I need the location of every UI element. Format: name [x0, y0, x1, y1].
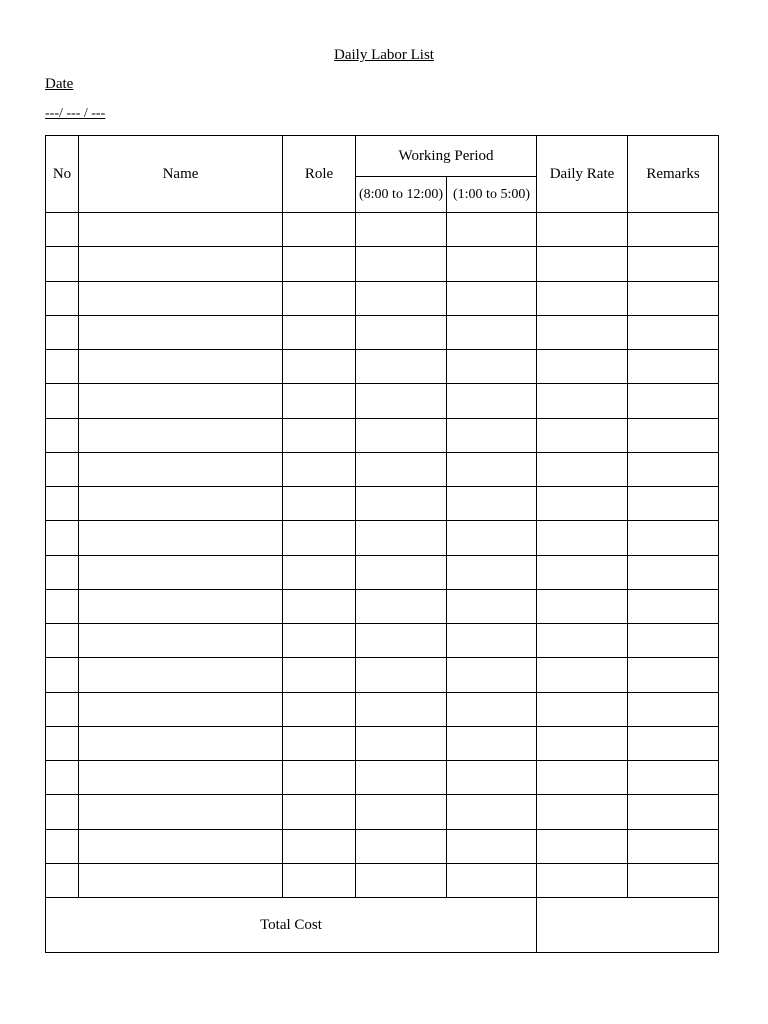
- cell-no[interactable]: [46, 624, 79, 658]
- table-row: [46, 555, 719, 589]
- cell-daily-rate[interactable]: [537, 795, 628, 829]
- cell-no[interactable]: [46, 247, 79, 281]
- cell-morning[interactable]: [356, 589, 447, 623]
- cell-role[interactable]: [283, 384, 356, 418]
- table-row: [46, 487, 719, 521]
- cell-name[interactable]: [79, 692, 283, 726]
- table-row: [46, 624, 719, 658]
- cell-remarks[interactable]: [628, 247, 719, 281]
- cell-morning[interactable]: [356, 281, 447, 315]
- cell-afternoon[interactable]: [447, 452, 537, 486]
- cell-name[interactable]: [79, 795, 283, 829]
- cell-daily-rate[interactable]: [537, 281, 628, 315]
- cell-name[interactable]: [79, 624, 283, 658]
- table-row: [46, 384, 719, 418]
- cell-remarks[interactable]: [628, 761, 719, 795]
- cell-remarks[interactable]: [628, 589, 719, 623]
- cell-role[interactable]: [283, 624, 356, 658]
- header-remarks: Remarks: [628, 136, 719, 213]
- cell-daily-rate[interactable]: [537, 384, 628, 418]
- cell-daily-rate[interactable]: [537, 863, 628, 897]
- table-row: [46, 247, 719, 281]
- cell-name[interactable]: [79, 487, 283, 521]
- cell-morning[interactable]: [356, 624, 447, 658]
- cell-role[interactable]: [283, 863, 356, 897]
- cell-daily-rate[interactable]: [537, 315, 628, 349]
- cell-afternoon[interactable]: [447, 795, 537, 829]
- table-row: [46, 315, 719, 349]
- cell-afternoon[interactable]: [447, 418, 537, 452]
- cell-daily-rate[interactable]: [537, 555, 628, 589]
- cell-remarks[interactable]: [628, 521, 719, 555]
- table-row: [46, 213, 719, 247]
- header-daily-rate: Daily Rate: [537, 136, 628, 213]
- cell-remarks[interactable]: [628, 726, 719, 760]
- cell-afternoon[interactable]: [447, 555, 537, 589]
- header-name: Name: [79, 136, 283, 213]
- cell-name[interactable]: [79, 555, 283, 589]
- cell-role[interactable]: [283, 829, 356, 863]
- cell-remarks[interactable]: [628, 384, 719, 418]
- header-afternoon-period: (1:00 to 5:00): [447, 177, 537, 213]
- cell-name[interactable]: [79, 452, 283, 486]
- cell-daily-rate[interactable]: [537, 418, 628, 452]
- total-cost-label: Total Cost: [46, 898, 537, 953]
- cell-name[interactable]: [79, 658, 283, 692]
- cell-role[interactable]: [283, 418, 356, 452]
- cell-remarks[interactable]: [628, 350, 719, 384]
- cell-morning[interactable]: [356, 487, 447, 521]
- cell-no[interactable]: [46, 418, 79, 452]
- cell-daily-rate[interactable]: [537, 521, 628, 555]
- cell-remarks[interactable]: [628, 281, 719, 315]
- cell-no[interactable]: [46, 829, 79, 863]
- cell-daily-rate[interactable]: [537, 658, 628, 692]
- cell-no[interactable]: [46, 795, 79, 829]
- labor-table: [45, 135, 719, 953]
- cell-morning[interactable]: [356, 692, 447, 726]
- cell-daily-rate[interactable]: [537, 589, 628, 623]
- cell-name[interactable]: [79, 863, 283, 897]
- cell-morning[interactable]: [356, 213, 447, 247]
- cell-name[interactable]: [79, 726, 283, 760]
- cell-afternoon[interactable]: [447, 247, 537, 281]
- table-row: [46, 761, 719, 795]
- cell-name[interactable]: [79, 384, 283, 418]
- table-row: [46, 418, 719, 452]
- cell-name[interactable]: [79, 761, 283, 795]
- cell-role[interactable]: [283, 692, 356, 726]
- cell-morning[interactable]: [356, 247, 447, 281]
- cell-morning[interactable]: [356, 726, 447, 760]
- cell-role[interactable]: [283, 247, 356, 281]
- cell-no[interactable]: [46, 589, 79, 623]
- cell-remarks[interactable]: [628, 795, 719, 829]
- cell-name[interactable]: [79, 418, 283, 452]
- cell-role[interactable]: [283, 213, 356, 247]
- cell-morning[interactable]: [356, 384, 447, 418]
- cell-remarks[interactable]: [628, 624, 719, 658]
- cell-role[interactable]: [283, 350, 356, 384]
- labor-table-body: [46, 213, 719, 898]
- cell-morning[interactable]: [356, 521, 447, 555]
- cell-no[interactable]: [46, 726, 79, 760]
- cell-daily-rate[interactable]: [537, 726, 628, 760]
- table-row: [46, 281, 719, 315]
- cell-afternoon[interactable]: [447, 692, 537, 726]
- cell-remarks[interactable]: [628, 658, 719, 692]
- cell-role[interactable]: [283, 658, 356, 692]
- cell-daily-rate[interactable]: [537, 692, 628, 726]
- cell-name[interactable]: [79, 521, 283, 555]
- cell-name[interactable]: [79, 589, 283, 623]
- cell-morning[interactable]: [356, 658, 447, 692]
- cell-morning[interactable]: [356, 761, 447, 795]
- cell-remarks[interactable]: [628, 863, 719, 897]
- cell-remarks[interactable]: [628, 555, 719, 589]
- table-row: [46, 692, 719, 726]
- cell-daily-rate[interactable]: [537, 213, 628, 247]
- header-role: Role: [283, 136, 356, 213]
- cell-afternoon[interactable]: [447, 761, 537, 795]
- header-no: No: [46, 136, 79, 213]
- cell-remarks[interactable]: [628, 418, 719, 452]
- cell-afternoon[interactable]: [447, 624, 537, 658]
- cell-morning[interactable]: [356, 795, 447, 829]
- cell-name[interactable]: [79, 829, 283, 863]
- cell-morning[interactable]: [356, 350, 447, 384]
- cell-afternoon[interactable]: [447, 487, 537, 521]
- table-row: [46, 829, 719, 863]
- cell-afternoon[interactable]: [447, 350, 537, 384]
- date-field[interactable]: ---/ --- / ---: [45, 106, 106, 121]
- cell-role[interactable]: [283, 521, 356, 555]
- cell-daily-rate[interactable]: [537, 452, 628, 486]
- cell-role[interactable]: [283, 281, 356, 315]
- table-row: [46, 589, 719, 623]
- cell-role[interactable]: [283, 795, 356, 829]
- cell-no[interactable]: [46, 384, 79, 418]
- cell-afternoon[interactable]: [447, 521, 537, 555]
- table-row: [46, 521, 719, 555]
- cell-daily-rate[interactable]: [537, 350, 628, 384]
- cell-no[interactable]: [46, 350, 79, 384]
- cell-no[interactable]: [46, 521, 79, 555]
- cell-afternoon[interactable]: [447, 726, 537, 760]
- cell-morning[interactable]: [356, 315, 447, 349]
- date-label: Date: [45, 76, 74, 92]
- cell-role[interactable]: [283, 761, 356, 795]
- cell-no[interactable]: [46, 761, 79, 795]
- table-row: [46, 350, 719, 384]
- cell-afternoon[interactable]: [447, 589, 537, 623]
- cell-no[interactable]: [46, 487, 79, 521]
- cell-remarks[interactable]: [628, 829, 719, 863]
- cell-remarks[interactable]: [628, 213, 719, 247]
- cell-role[interactable]: [283, 555, 356, 589]
- cell-role[interactable]: [283, 726, 356, 760]
- cell-name[interactable]: [79, 247, 283, 281]
- table-row: [46, 658, 719, 692]
- document-title: Daily Labor List: [334, 47, 434, 63]
- cell-daily-rate[interactable]: [537, 829, 628, 863]
- cell-daily-rate[interactable]: [537, 487, 628, 521]
- cell-afternoon[interactable]: [447, 384, 537, 418]
- table-row: [46, 452, 719, 486]
- cell-name[interactable]: [79, 350, 283, 384]
- cell-no[interactable]: [46, 658, 79, 692]
- cell-name[interactable]: [79, 213, 283, 247]
- cell-role[interactable]: [283, 452, 356, 486]
- header-working-period: Working Period: [356, 136, 537, 177]
- table-row: [46, 726, 719, 760]
- cell-afternoon[interactable]: [447, 315, 537, 349]
- cell-afternoon[interactable]: [447, 829, 537, 863]
- table-row: [46, 863, 719, 897]
- total-cost-cell[interactable]: [537, 898, 719, 953]
- cell-morning[interactable]: [356, 863, 447, 897]
- cell-morning[interactable]: [356, 418, 447, 452]
- cell-daily-rate[interactable]: [537, 624, 628, 658]
- cell-no[interactable]: [46, 213, 79, 247]
- cell-afternoon[interactable]: [447, 281, 537, 315]
- cell-name[interactable]: [79, 281, 283, 315]
- cell-role[interactable]: [283, 487, 356, 521]
- cell-remarks[interactable]: [628, 452, 719, 486]
- cell-role[interactable]: [283, 315, 356, 349]
- cell-role[interactable]: [283, 589, 356, 623]
- table-row: [46, 795, 719, 829]
- cell-daily-rate[interactable]: [537, 761, 628, 795]
- cell-no[interactable]: [46, 863, 79, 897]
- cell-name[interactable]: [79, 315, 283, 349]
- cell-afternoon[interactable]: [447, 863, 537, 897]
- cell-no[interactable]: [46, 315, 79, 349]
- cell-no[interactable]: [46, 281, 79, 315]
- cell-no[interactable]: [46, 555, 79, 589]
- cell-no[interactable]: [46, 452, 79, 486]
- cell-afternoon[interactable]: [447, 213, 537, 247]
- cell-morning[interactable]: [356, 829, 447, 863]
- header-morning-period: (8:00 to 12:00): [356, 177, 447, 213]
- cell-no[interactable]: [46, 692, 79, 726]
- cell-daily-rate[interactable]: [537, 247, 628, 281]
- cell-afternoon[interactable]: [447, 658, 537, 692]
- cell-morning[interactable]: [356, 555, 447, 589]
- cell-remarks[interactable]: [628, 315, 719, 349]
- cell-remarks[interactable]: [628, 692, 719, 726]
- cell-morning[interactable]: [356, 452, 447, 486]
- cell-remarks[interactable]: [628, 487, 719, 521]
